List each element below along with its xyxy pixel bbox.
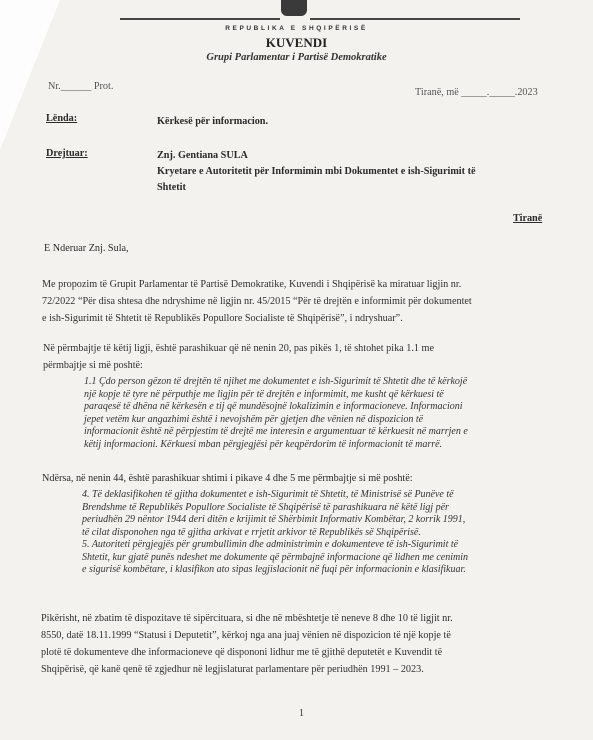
quote-line: jepet vetëm kur angazhimi është i nevojshëm për gjetjen dhe vënien në dispozicion të xyxy=(84,413,424,425)
quote-line: 5. Autoriteti përgjegjës për grumbullimin dhe administrimin e dokumenteve të ish-Sigurimit të xyxy=(82,539,459,550)
subject-label: Lënda: xyxy=(46,113,78,124)
paragraph-line: 72/2022 “Për disa shtesa dhe ndryshime në ligjin nr. 45/2015 “Për të drejtën e informimit për dokumentet xyxy=(42,296,472,307)
paragraph-line: plotë të dokumenteve dhe informacioneve që dispononi lidhur me të gjithë deputetët e Kuvendit të xyxy=(41,647,443,658)
paragraph-line: Shqipërisë, që kanë qenë të zgjedhur në legjislaturat parlamentare për periudhën 1991 – 2023. xyxy=(41,664,424,675)
quote-article-44 xyxy=(82,489,468,577)
paragraph-3: Ndërsa, në nenin 44, është parashikuar shtimi i pikave 4 dhe 5 me përmbajtje si më poshtë: xyxy=(42,473,413,484)
quote-line: të cilat disponohen nga të gjitha arkivat e rrjetit arkivor të Republikës së Shqipërisë. xyxy=(82,526,421,538)
paragraph-4 xyxy=(41,610,453,678)
parliament-heading: KUVENDI xyxy=(265,35,328,50)
quote-line: 1.1 Çdo person gëzon të drejtën të njihet me dokumentet e ish-Sigurimit të Shtetit dhe të kërkojë xyxy=(84,376,468,387)
quote-line: një kopje të tyre në përputhje me ligjin për të drejtën e informimit, me kusht që kërkuesi të xyxy=(84,388,444,400)
protocol-number: Nr.______ Prot. xyxy=(48,81,114,92)
header-rule-right xyxy=(310,18,520,20)
quote-line: Brendshme të Republikës Popullore Socialiste të Shqipërisë të parashikuara në këtë ligj për xyxy=(82,501,449,513)
page-number: 1 xyxy=(299,708,304,719)
place-date: Tiranë, më _____._____.2023 xyxy=(415,87,538,98)
paragraph-line: përmbajtje si më poshtë: xyxy=(43,360,143,371)
quote-article-20 xyxy=(84,376,468,451)
quote-line: informacionit është në përpjestim të drejtë me interesin e argumentuar të kërkuesit në marrjen e xyxy=(84,426,468,437)
quote-line: këtij informacioni. Kërkuesi mban përgjegjësi për keqpërdorim të informacionit të marrë. xyxy=(84,438,443,450)
paragraph-line: 8550, datë 18.11.1999 “Statusi i Deputetit”, kërkoj nga ana juaj vënien në dispozicion të një kopje të xyxy=(41,630,451,641)
paragraph-line: Pikërisht, në zbatim të dispozitave të sipërcituara, si dhe në mbështetje të neneve 8 dhe 10 të ligjit nr. xyxy=(41,613,453,624)
addressee-title-line2: Shtetit xyxy=(157,182,186,193)
paragraph-line: Në përmbajtje të këtij ligji, është parashikuar që në nenin 20, pas pikës 1, të shtohet pika 1.1 me xyxy=(43,343,434,354)
header-rule-left xyxy=(120,18,280,20)
quote-line: Shtetit, kur gjatë punës ndeshet me dokumente që përmbajnë informacione që lidhen me cenimin xyxy=(82,551,469,563)
group-heading: Grupi Parlamentar i Partisë Demokratike xyxy=(206,52,387,63)
addressee-name: Znj. Gentiana SULA xyxy=(157,150,248,161)
republic-heading: REPUBLIKA E SHQIPËRISË xyxy=(225,25,368,32)
paragraph-line: Me propozim të Grupit Parlamentar të Partisë Demokratike, Kuvendi i Shqipërisë ka miratuar ligjin nr. xyxy=(42,279,462,290)
paragraph-1 xyxy=(42,276,472,327)
addressee-label: Drejtuar: xyxy=(46,148,88,159)
paragraph-line: e ish-Sigurimit të Shtetit të Republikës Popullore Socialiste të Shqipërisë”, i ndryshuar”. xyxy=(42,313,403,324)
quote-line: paraqesë të dhëna në kërkesën e tij që mundësojnë lokalizimin e informacioneve. Informacioni xyxy=(84,401,463,412)
folded-corner xyxy=(0,0,60,150)
quote-line: e sigurisë kombëtare, i klasifikon ato sipas legjislacionit në fuqi për informacionin e klasifikuar. xyxy=(82,564,466,575)
quote-line: 4. Të deklasifikohen të gjitha dokumentet e ish-Sigurimit të Shtetit, të Ministrisë së Punëve të xyxy=(82,489,454,500)
subject-value: Kërkesë për informacion. xyxy=(157,116,269,127)
addressee-title-line1: Kryetare e Autoritetit për Informimin mbi Dokumentet e ish-Sigurimit të xyxy=(157,166,476,177)
paragraph-2 xyxy=(43,340,434,374)
quote-line: periudhën 29 nëntor 1944 deri ditën e krijimit të Shërbimit Informativ Kombëtar, 2 korrik 1991, xyxy=(82,514,466,525)
albanian-emblem-icon xyxy=(281,0,307,16)
salutation: E Nderuar Znj. Sula, xyxy=(44,243,129,254)
addressee-city: Tiranë xyxy=(513,213,543,224)
